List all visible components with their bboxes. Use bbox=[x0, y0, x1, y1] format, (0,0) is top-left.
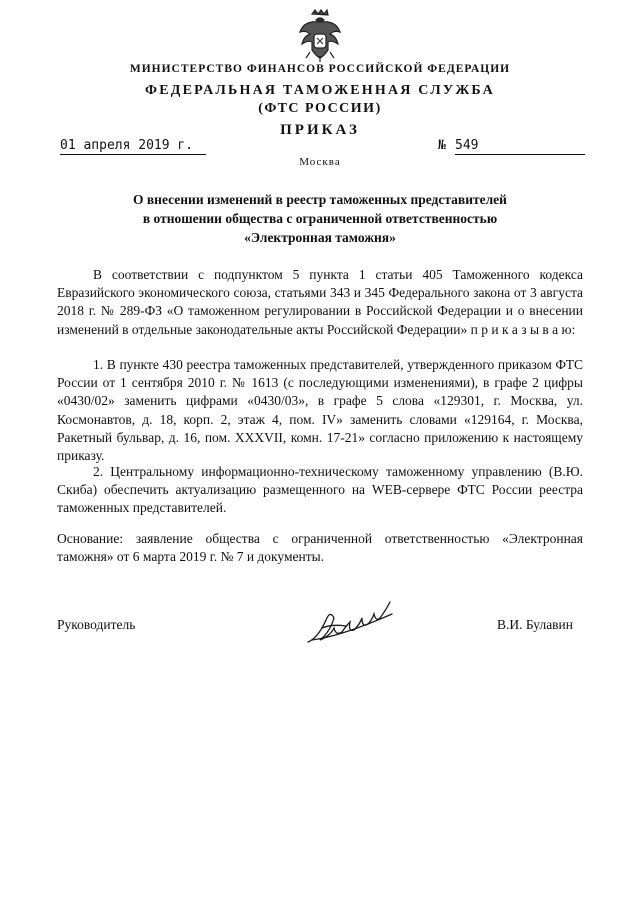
order-date: 01 апреля 2019 г. bbox=[60, 138, 206, 155]
paragraph-preamble: В соответствии с подпунктом 5 пункта 1 статьи 405 Таможенного кодекса Евразийского экономического союза, статьями 343 и 345 Федерального закона от 3 августа 2018 г. № 289-ФЗ «О таможенном регулировании в Российской Федерации и о внесении изменений в отдельные законодательные акты Российской Федерации» п р и к а з ы в а ю: bbox=[57, 267, 583, 337]
coat-of-arms-icon bbox=[296, 8, 344, 64]
title-line: «Электронная таможня» bbox=[244, 230, 396, 245]
title-line: О внесении изменений в реестр таможенных представителей bbox=[133, 192, 507, 207]
order-number: 549 bbox=[455, 138, 585, 155]
service-name: ФЕДЕРАЛЬНАЯ ТАМОЖЕННАЯ СЛУЖБА bbox=[145, 83, 495, 98]
paragraph-item-2: 2. Центральному информационно-техническому таможенному управлению (В.Ю. Скиба) обеспечить актуализацию размещенного на WEB-сервере ФТС России реестра таможенных представителей. bbox=[57, 464, 583, 516]
service-abbreviation: (ФТС РОССИИ) bbox=[258, 101, 382, 116]
signer-position: Руководитель bbox=[57, 617, 136, 632]
paragraph-item-1: 1. В пункте 430 реестра таможенных представителей, утвержденного приказом ФТС России от 1 сентября 2010 г. № 1613 (с последующими изменениями), в графе 2 цифры «0430/02» заменить цифрами «0430/03», в графе 5 слова «129301, г. Москва, ул. Космонавтов, д. 18, корп. 2, этаж 4, пом. IV» заменить словами «129164, г. Москва, Ракетный бульвар, д. 16, пом. XXXVII, комн. 17-21» согласно приложению к настоящему приказу. bbox=[57, 357, 583, 464]
ministry-name: МИНИСТЕРСТВО ФИНАНСОВ РОССИЙСКОЙ ФЕДЕРАЦИИ bbox=[129, 63, 511, 75]
document-type: ПРИКАЗ bbox=[280, 122, 360, 138]
order-number-label: № bbox=[438, 138, 446, 153]
paragraph-basis: Основание: заявление общества с ограниченной ответственностью «Электронная таможня» от 6 марта 2019 г. № 7 и документы. bbox=[57, 531, 583, 565]
city: Москва bbox=[299, 156, 341, 168]
signer-name: В.И. Булавин bbox=[497, 617, 574, 632]
handwritten-signature bbox=[302, 600, 412, 650]
title-line: в отношении общества с ограниченной ответственностью bbox=[142, 211, 498, 226]
order-title bbox=[110, 190, 530, 247]
